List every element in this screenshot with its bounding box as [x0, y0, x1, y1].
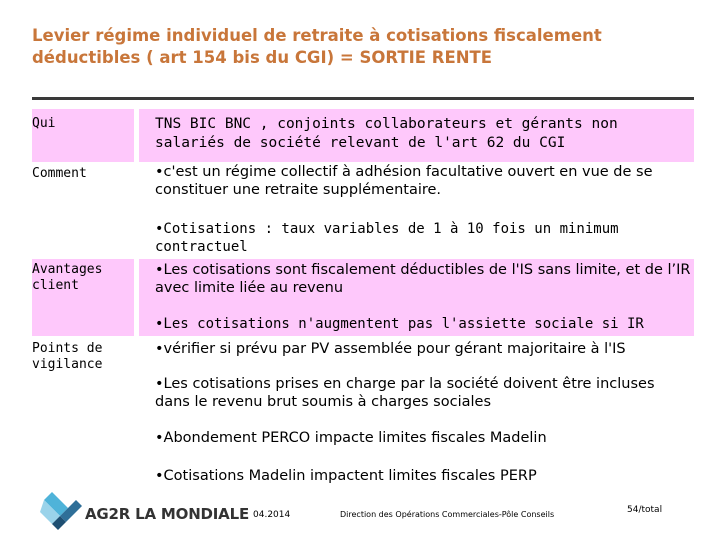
- qui-text: TNS BIC BNC , conjoints collaborateurs et gérants non salariés de société relevant de l'art 62 du CGI: [155, 116, 618, 151]
- title-divider: [32, 97, 694, 100]
- label-points-de-vigilance: Points de vigilance: [32, 338, 134, 378]
- points-bullet-1: •vérifier si prévu par PV assemblée pour gérant majoritaire à l'IS: [155, 341, 626, 357]
- footer-date: 04.2014: [253, 510, 291, 520]
- comment-bullet-1: •c'est un régime collectif à adhésion facultative ouvert en vue de se constituer une retraite supplémentaire.: [155, 164, 653, 198]
- ag2r-logo-icon: [38, 490, 84, 530]
- points-bullet-2: •Les cotisations prises en charge par la société doivent être incluses dans le revenu brut soumis à charges sociales: [155, 376, 655, 410]
- label-avantages-client: Avantages client: [32, 259, 134, 336]
- avantages-bullet-2: •Les cotisations n'augmentent pas l'assiette sociale si IR: [155, 316, 644, 332]
- page-number: 54/total: [627, 505, 663, 515]
- label-qui: Qui: [32, 109, 134, 162]
- avantages-bullet-1: •Les cotisations sont fiscalement déductibles de l'IS sans limite, et de l’IR avec limite liée au revenu: [155, 262, 691, 296]
- points-bullet-3: •Abondement PERCO impacte limites fiscales Madelin: [155, 430, 547, 446]
- footer-department: Direction des Opérations Commerciales-Pôle Conseils: [340, 510, 555, 519]
- slide-title: Levier régime individuel de retraite à cotisations fiscalement déductibles ( art 154 bis du CGI) = SORTIE RENTE: [32, 26, 602, 67]
- comment-bullet-2: •Cotisations : taux variables de 1 à 10 fois un minimum contractuel: [155, 221, 619, 255]
- points-bullet-4: •Cotisations Madelin impactent limites fiscales PERP: [155, 468, 537, 484]
- company-logo-text: AG2R LA MONDIALE: [85, 505, 249, 523]
- label-comment: Comment: [32, 163, 134, 258]
